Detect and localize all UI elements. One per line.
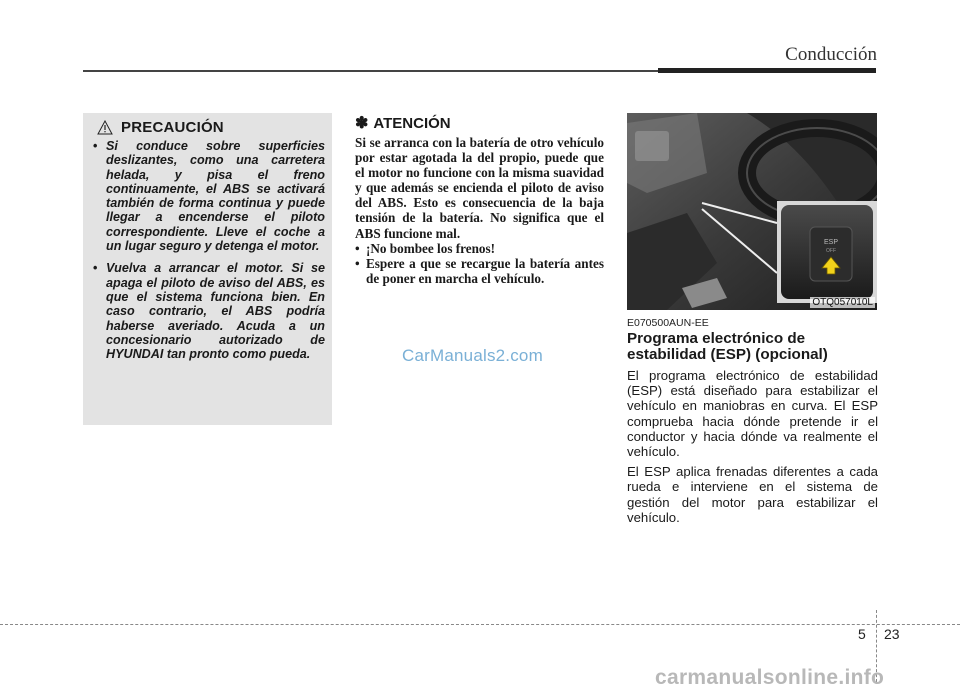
dashboard-illustration [627, 113, 877, 310]
paragraph: El programa electrónico de estabilidad (ESP) está diseñado para estabilizar el vehículo en maniobras en curva. El ESP comprueba hacia dónde pretende ir el conductor y hacia dónde va realmente el vehículo. [627, 368, 878, 460]
esp-button-photo [627, 113, 877, 310]
page-number: 23 [884, 626, 900, 642]
attention-header [355, 113, 604, 133]
caution-list [91, 139, 325, 361]
esp-section-body [627, 368, 878, 530]
photo-code: OTQ057010L [812, 297, 873, 308]
esp-button-label: ESP [823, 239, 839, 246]
esp-section-title: Programa electrónico de estabilidad (ESP) (opcional) [627, 330, 828, 363]
caution-box [83, 113, 332, 425]
caution-title: PRECAUCIÓN [121, 119, 224, 136]
attention-section [355, 113, 604, 286]
watermark-link[interactable]: CarManuals2.com [402, 346, 543, 365]
section-title: Conducción [785, 44, 877, 65]
footer-rule [0, 624, 960, 625]
caution-item: • Si conduce sobre superficies deslizantes, como una carretera helada, y pisa el freno continuamente, el ABS se activará también de forma continua y puede llegar a encenderse el piloto correspondiente. Lleve el coche a un lugar seguro y detenga el motor. [91, 139, 325, 253]
site-watermark[interactable]: carmanualsonline.info [655, 666, 885, 689]
attention-title: ATENCIÓN [373, 114, 451, 132]
section-code: E070500AUN-EE [627, 317, 709, 329]
attention-item: • ¡No bombee los frenos! [355, 241, 604, 256]
chapter-number: 5 [858, 626, 866, 642]
attention-body: Si se arranca con la batería de otro vehículo por estar agotada la del propio, puede que el motor no funcione con la misma suavidad y que además se encienda el piloto de aviso del ABS. Esto es consecuencia de la baja tensión de la batería. No significa que el ABS funcione mal. [355, 135, 604, 241]
warning-triangle-icon [97, 120, 113, 135]
paragraph: El ESP aplica frenadas diferentes a cada rueda e interviene en el sistema de gestión del motor para estabilizar el vehículo. [627, 464, 878, 525]
attention-list [355, 241, 604, 286]
caution-header [97, 119, 325, 136]
attention-item: • Espere a que se recargue la batería antes de poner en marcha el vehículo. [355, 256, 604, 286]
caution-item: • Vuelva a arrancar el motor. Si se apaga el piloto de aviso del ABS, es que el sistema funciona bien. En caso contrario, el ABS podría haberse averiado. Acuda a un concesionario autorizado de HYUNDAI tan pronto como pueda. [91, 261, 325, 361]
asterisk-icon: ✽ [355, 115, 369, 132]
header-rule-accent [658, 68, 876, 73]
off-button-label: OFF [826, 248, 836, 254]
